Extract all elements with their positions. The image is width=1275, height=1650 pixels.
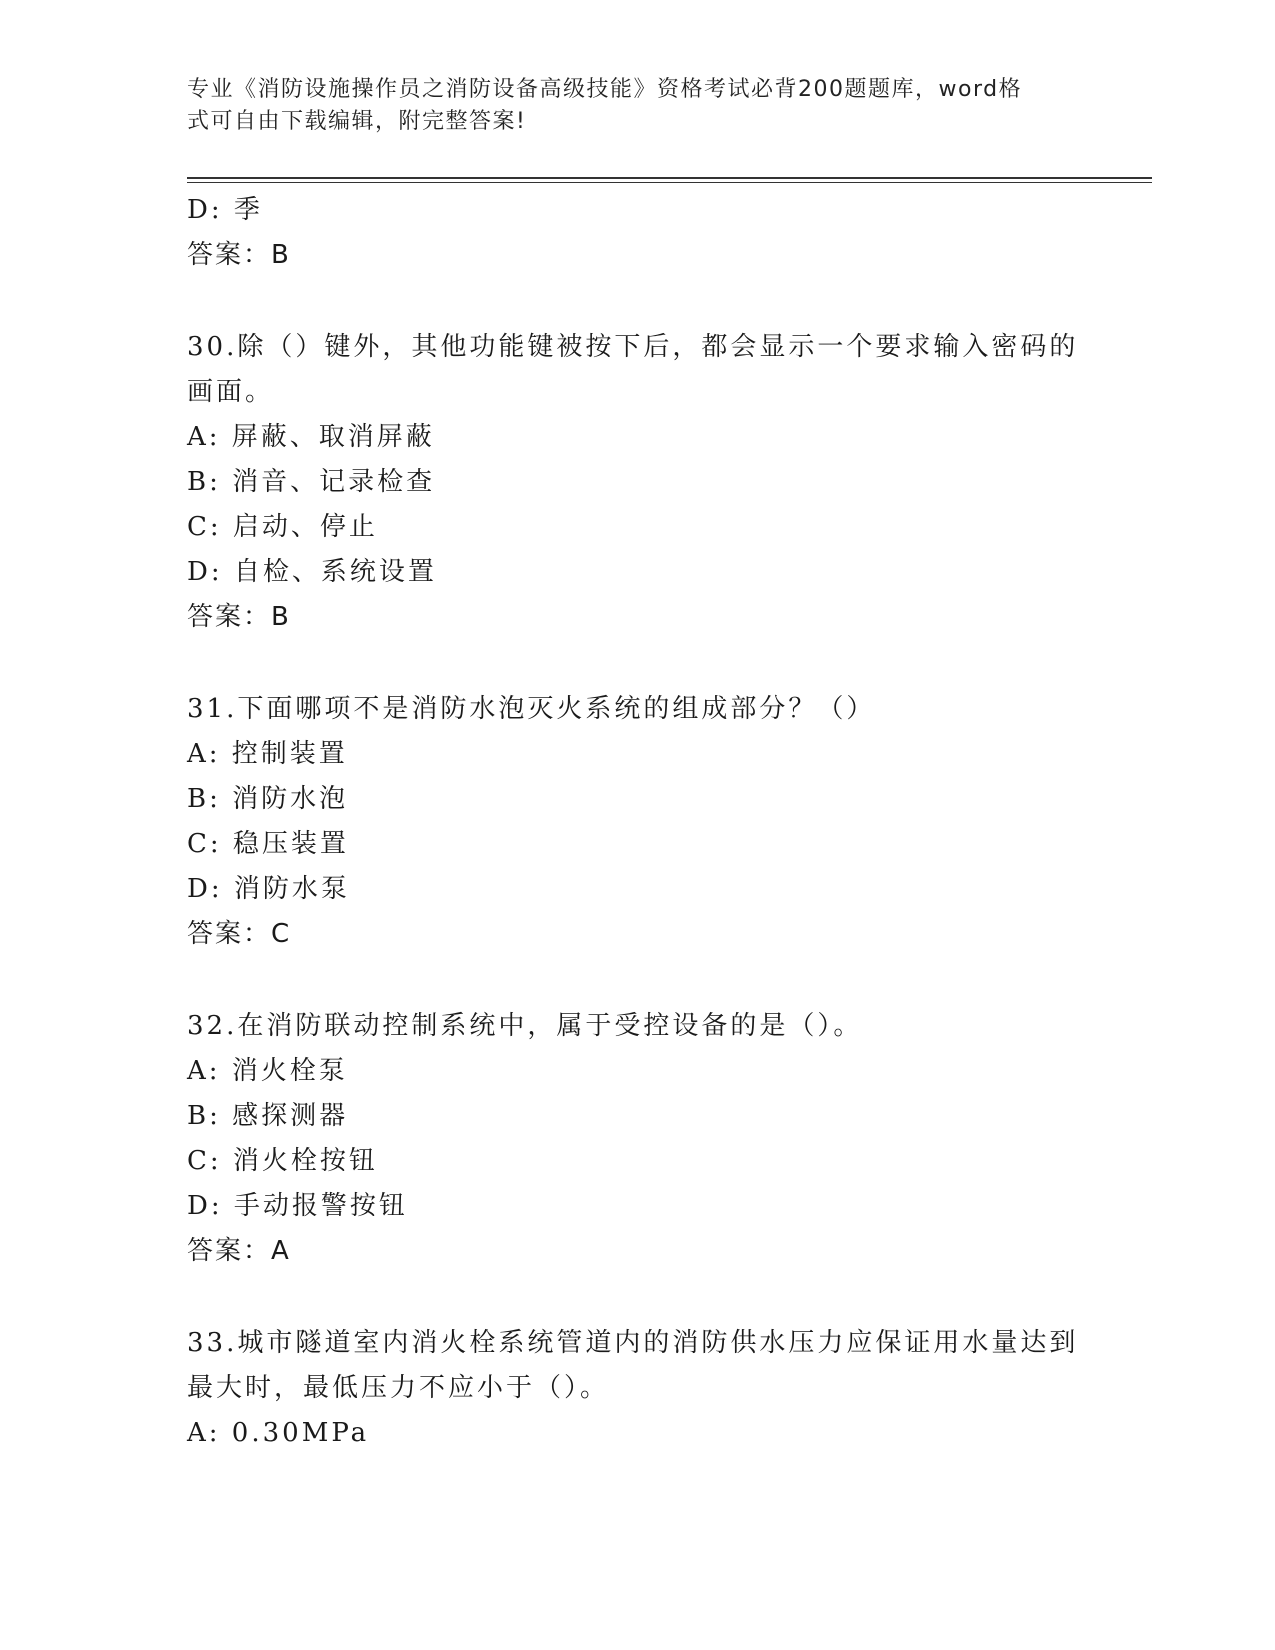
question-33 [187,1321,1087,1456]
answer: 答案：C [187,919,292,949]
question-list [187,188,1087,1456]
header-line-1: 专业《消防设施操作员之消防设备高级技能》资格考试必背200题题库，word格 [187,77,1023,102]
question-stem-cont: 画面。 [187,377,275,407]
option-c: C: 稳压装置 [187,829,349,859]
question-stem: 32.在消防联动控制系统中，属于受控设备的是（）。 [187,1011,863,1041]
question-stem-cont: 最大时，最低压力不应小于（）。 [187,1373,610,1403]
prev-option-d: D: 季 [187,195,263,225]
spacer [187,957,1087,1004]
option-a: A: 消火栓泵 [187,1056,348,1086]
option-d: D: 消防水泵 [187,874,350,904]
option-a: A: 0.30MPa [187,1418,370,1448]
answer: 答案：B [187,602,291,632]
question-31 [187,687,1087,957]
option-a: A: 控制装置 [187,739,348,769]
option-d: D: 手动报警按钮 [187,1191,408,1221]
option-c: C: 消火栓按钮 [187,1146,378,1176]
answer: 答案：A [187,1236,291,1266]
header-divider [187,177,1152,179]
question-stem: 31.下面哪项不是消防水泡灭火系统的组成部分？（） [187,694,876,724]
header-line-2: 式可自由下载编辑，附完整答案! [187,109,527,134]
option-b: B: 消音、记录检查 [187,467,436,497]
option-b: B: 消防水泡 [187,784,349,814]
question-stem: 30.除（）键外，其他功能键被按下后，都会显示一个要求输入密码的 [187,332,1079,362]
question-stem: 33.城市隧道室内消火栓系统管道内的消防供水压力应保证用水量达到 [187,1328,1079,1358]
spacer [187,278,1087,325]
option-c: C: 启动、停止 [187,512,378,542]
document-header [187,74,1067,138]
option-d: D: 自检、系统设置 [187,557,437,587]
prev-answer: 答案：B [187,240,291,270]
question-30 [187,325,1087,640]
header-divider-thin [187,182,1152,183]
option-b: B: 感探测器 [187,1101,349,1131]
spacer [187,640,1087,687]
option-a: A: 屏蔽、取消屏蔽 [187,422,435,452]
spacer [187,1274,1087,1321]
question-32 [187,1004,1087,1274]
